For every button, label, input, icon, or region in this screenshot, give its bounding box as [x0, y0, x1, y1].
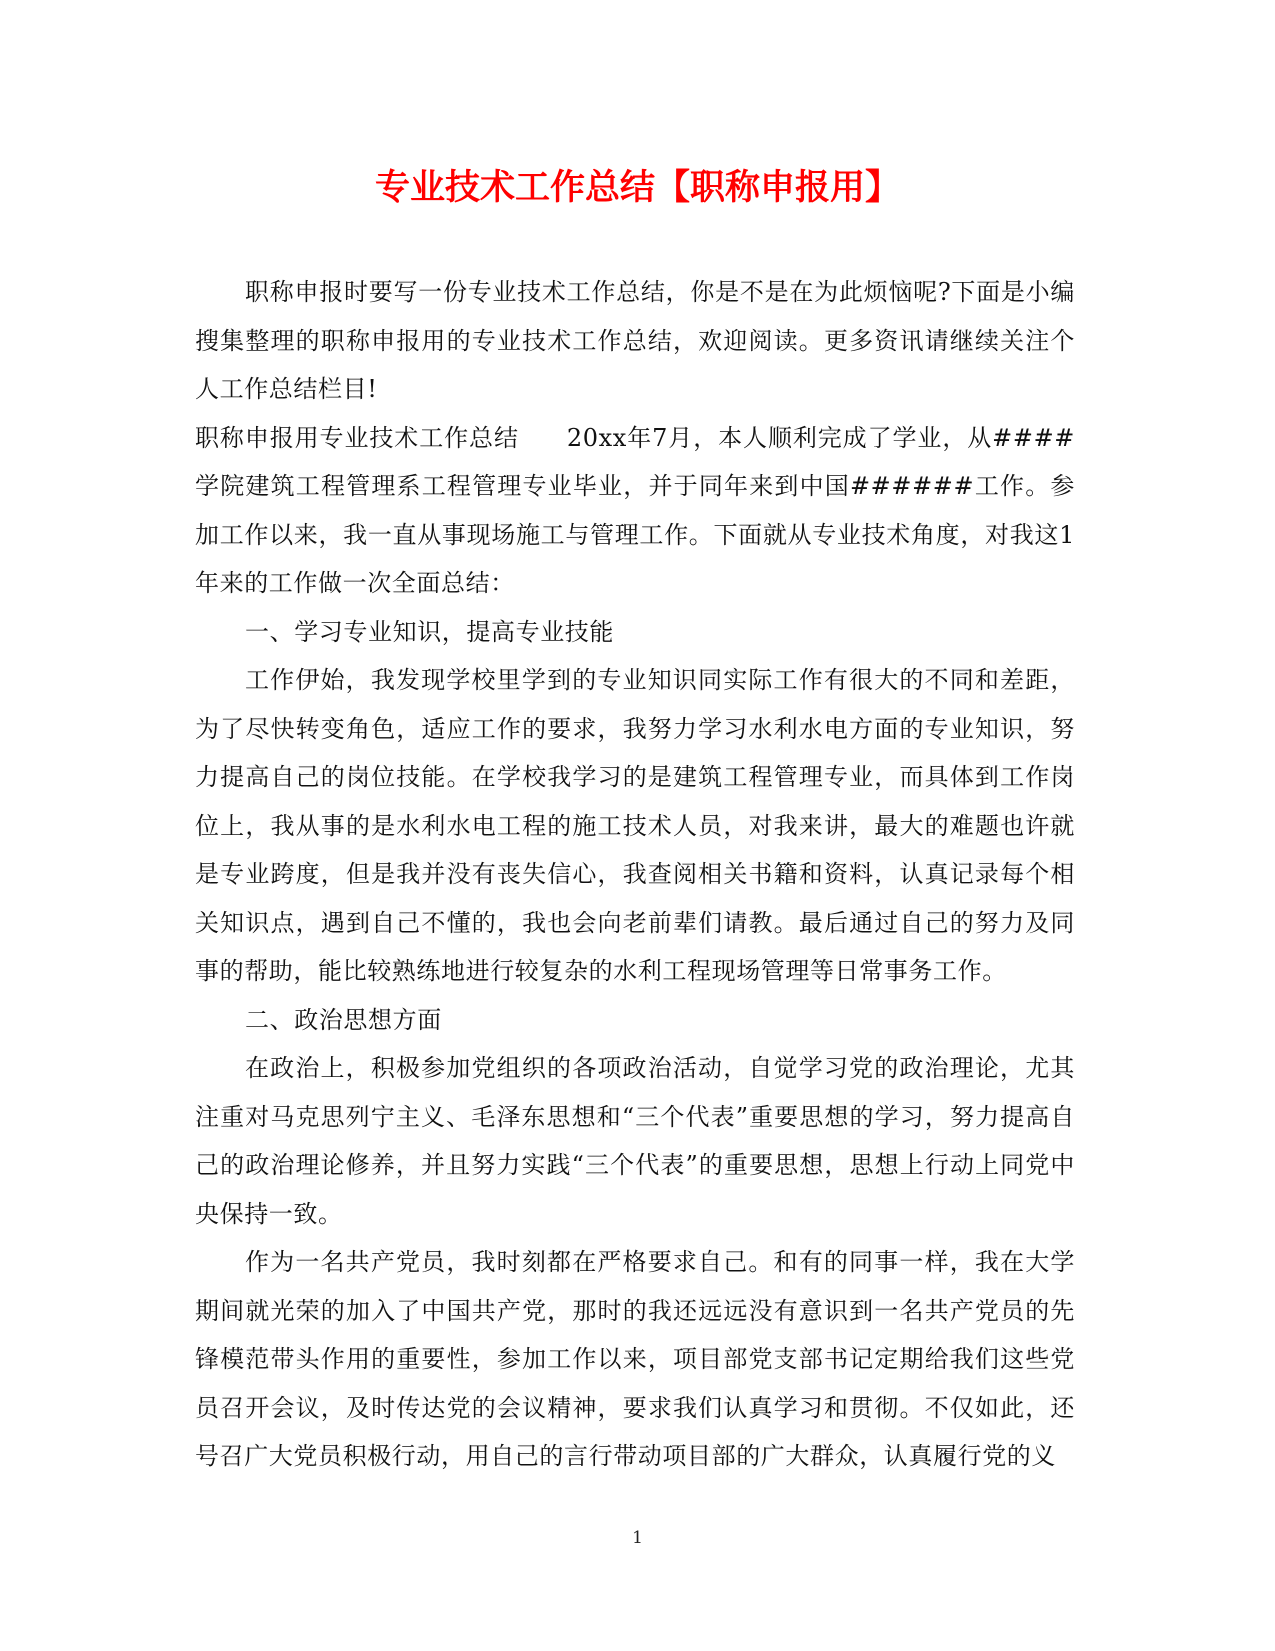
- document-title: 专业技术工作总结【职称申报用】: [374, 168, 900, 208]
- section-heading-2: 二、政治思想方面: [245, 1005, 442, 1034]
- section-2-paragraph-1: 在政治上，积极参加党组织的各项政治活动，自觉学习党的政治理论，尤其注重对马克思列宁主义、毛泽东思想和“三个代表”重要思想的学习，努力提高自己的政治理论修养，并且努力实践“三个代表”的重要思想，思想上行动上同党中央保持一致。: [195, 1054, 1075, 1228]
- summary-opening-paragraph: [195, 414, 1075, 608]
- section-2-paragraph-2: 作为一名共产党员，我时刻都在严格要求自己。和有的同事一样，我在大学期间就光荣的加入了中国共产党，那时的我还远远没有意识到一名共产党员的先锋模范带头作用的重要性，参加工作以来，项目部党支部书记定期给我们这些党员召开会议，及时传达党的会议精神，要求我们认真学习和贯彻。不仅如此，还号召广大党员积极行动，用自己的言行带动项目部的广大群众，认真履行党的义: [195, 1248, 1075, 1470]
- summary-subtitle: 职称申报用专业技术工作总结: [195, 423, 519, 452]
- intro-paragraph: 职称申报时要写一份专业技术工作总结，你是不是在为此烦恼呢?下面是小编搜集整理的职称申报用的专业技术工作总结，欢迎阅读。更多资讯请继续关注个人工作总结栏目!: [195, 278, 1075, 403]
- opening-text: 20xx年7月，本人顺利完成了学业，从####学院建筑工程管理系工程管理专业毕业，并于同年来到中国######工作。参加工作以来，我一直从事现场施工与管理工作。下面就从专业技术角度，对我这1年来的工作做一次全面总结：: [195, 423, 1075, 597]
- page-number: 1: [632, 1528, 643, 1548]
- document-body: [195, 268, 1075, 1481]
- section-1-paragraph: 工作伊始，我发现学校里学到的专业知识同实际工作有很大的不同和差距，为了尽快转变角色，适应工作的要求，我努力学习水利水电方面的专业知识，努力提高自己的岗位技能。在学校我学习的是建筑工程管理专业，而具体到工作岗位上，我从事的是水利水电工程的施工技术人员，对我来讲，最大的难题也许就是专业跨度，但是我并没有丧失信心，我查阅相关书籍和资料，认真记录每个相关知识点，遇到自己不懂的，我也会向老前辈们请教。最后通过自己的努力及同事的帮助，能比较熟练地进行较复杂的水利工程现场管理等日常事务工作。: [195, 666, 1075, 985]
- section-heading-1: 一、学习专业知识，提高专业技能: [245, 617, 614, 646]
